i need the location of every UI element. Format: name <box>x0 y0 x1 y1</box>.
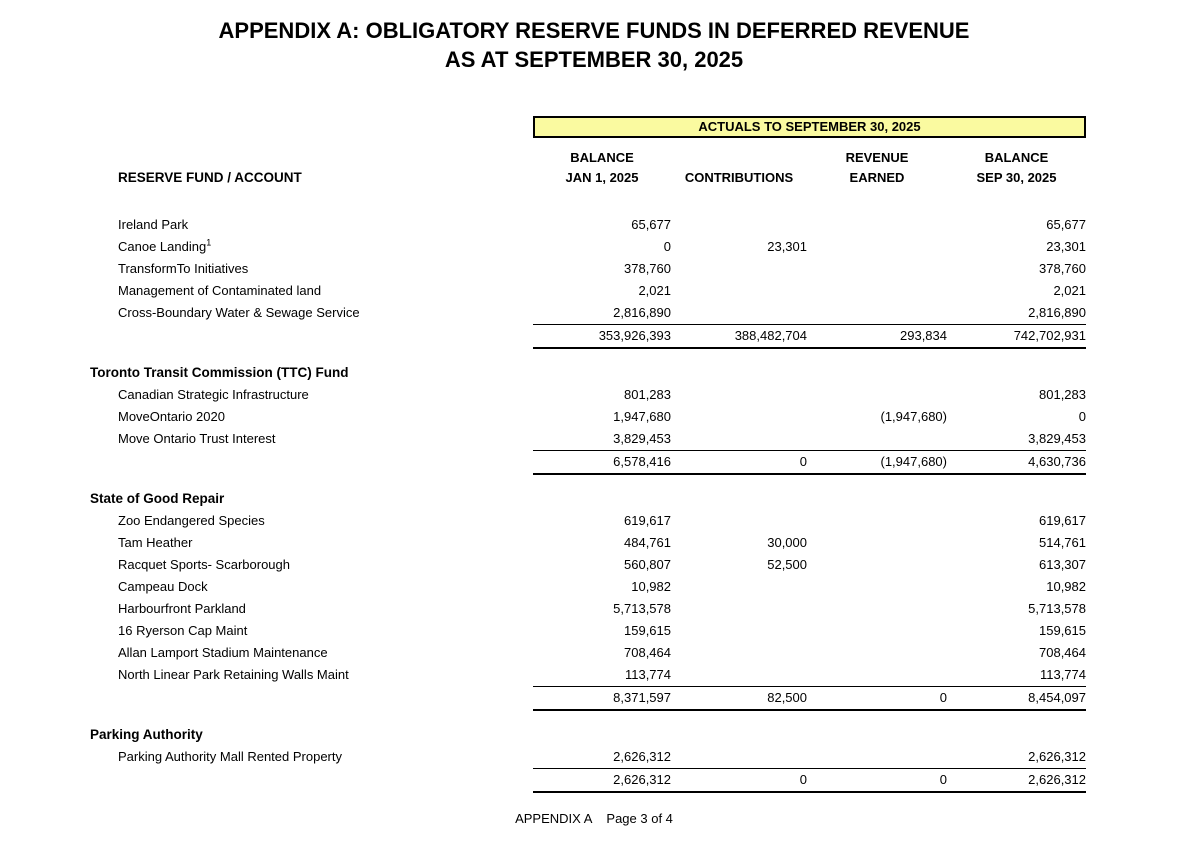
fund-name <box>90 620 533 642</box>
balance-jan-cell: 619,617 <box>624 513 671 528</box>
fund-name <box>90 258 533 280</box>
column-header-balance-sep: BALANCE SEP 30, 2025 <box>976 150 1057 185</box>
table-row <box>90 642 1086 664</box>
balance-jan-cell: 2,816,890 <box>613 305 671 320</box>
page-footer <box>0 808 1188 830</box>
fund-section <box>90 488 1086 708</box>
fund-name <box>90 532 533 554</box>
revenue-earned-cell <box>807 428 947 450</box>
contributions-cell <box>671 598 807 620</box>
fund-section <box>90 362 1086 472</box>
fund-name-text: Tam Heather <box>118 535 193 550</box>
revenue-earned-cell: (1,947,680) <box>880 409 947 424</box>
fund-name-text: Canadian Strategic Infrastructure <box>118 387 309 402</box>
contributions-cell <box>671 620 807 642</box>
balance-jan-cell: 560,807 <box>624 557 671 572</box>
balance-jan-cell: 708,464 <box>624 645 671 660</box>
contributions-cell <box>671 302 807 324</box>
balance-sep-cell: 65,677 <box>1046 217 1086 232</box>
contributions-cell <box>671 280 807 302</box>
fund-name-text: Zoo Endangered Species <box>118 513 265 528</box>
table-row <box>90 406 1086 428</box>
balance-jan-cell: 65,677 <box>631 217 671 232</box>
section-header-label: Toronto Transit Commission (TTC) Fund <box>90 365 349 380</box>
contributions-cell <box>671 258 807 280</box>
table-row <box>90 214 1086 236</box>
fund-name <box>90 214 533 236</box>
balance-jan-cell: 801,283 <box>624 387 671 402</box>
fund-name-text: Move Ontario Trust Interest <box>118 431 276 446</box>
page-title <box>0 0 1188 74</box>
fund-name <box>90 428 533 450</box>
contributions-cell <box>671 214 807 236</box>
balance-jan-cell: 3,829,453 <box>613 431 671 446</box>
balance-jan-cell: 2,021 <box>638 283 671 298</box>
balance-jan-cell: 10,982 <box>631 579 671 594</box>
total-revenue-earned-cell: 293,834 <box>807 324 947 349</box>
fund-name <box>90 642 533 664</box>
page-title-line2: AS AT SEPTEMBER 30, 2025 <box>444 47 744 72</box>
actuals-banner: ACTUALS TO SEPTEMBER 30, 2025 <box>533 116 1086 138</box>
fund-section <box>90 724 1086 790</box>
row-header-label: RESERVE FUND / ACCOUNT <box>118 170 302 185</box>
contributions-cell <box>671 664 807 686</box>
balance-sep-cell: 613,307 <box>1039 557 1086 572</box>
section-header-row <box>90 724 1086 746</box>
balance-jan-cell: 1,947,680 <box>613 409 671 424</box>
revenue-earned-cell <box>807 642 947 664</box>
fund-name <box>90 406 533 428</box>
table-row <box>90 280 1086 302</box>
revenue-earned-cell <box>807 664 947 686</box>
column-header-row <box>90 148 1086 188</box>
contributions-cell <box>671 406 807 428</box>
table-row <box>90 428 1086 450</box>
fund-name-text: Racquet Sports- Scarborough <box>118 557 290 572</box>
fund-section <box>90 214 1086 346</box>
footer-appendix-label: APPENDIX A <box>515 811 593 826</box>
revenue-earned-cell <box>807 384 947 406</box>
total-revenue-earned-cell: 0 <box>807 686 947 711</box>
table-row <box>90 664 1086 686</box>
balance-jan-cell: 484,761 <box>624 535 671 550</box>
total-contributions-cell: 0 <box>671 450 807 475</box>
total-balance-jan-cell: 8,371,597 <box>533 686 671 711</box>
revenue-earned-cell <box>807 598 947 620</box>
fund-name <box>90 554 533 576</box>
column-header-contributions: CONTRIBUTIONS <box>684 170 794 185</box>
fund-name-text: Allan Lamport Stadium Maintenance <box>118 645 328 660</box>
revenue-earned-cell <box>807 554 947 576</box>
total-balance-sep-cell: 2,626,312 <box>947 768 1086 793</box>
fund-name <box>90 302 533 324</box>
table-row <box>90 384 1086 406</box>
total-balance-jan-cell: 353,926,393 <box>533 324 671 349</box>
contributions-cell <box>671 642 807 664</box>
fund-name-text: Ireland Park <box>118 217 189 232</box>
contributions-cell <box>671 510 807 532</box>
fund-name-text: Parking Authority Mall Rented Property <box>118 749 342 764</box>
fund-name <box>90 384 533 406</box>
balance-sep-cell: 2,816,890 <box>1028 305 1086 320</box>
total-contributions-cell: 82,500 <box>671 686 807 711</box>
column-header-balance-jan: BALANCE JAN 1, 2025 <box>565 150 639 185</box>
fund-name-text: Management of Contaminated land <box>118 283 322 298</box>
section-total-row <box>90 768 1086 790</box>
total-balance-jan-cell: 6,578,416 <box>533 450 671 475</box>
total-spacer <box>90 450 533 475</box>
revenue-earned-cell <box>807 302 947 324</box>
balance-jan-cell: 113,774 <box>624 667 671 682</box>
fund-name <box>90 510 533 532</box>
balance-sep-cell: 3,829,453 <box>1028 431 1086 446</box>
section-header-row <box>90 488 1086 510</box>
fund-name-text: MoveOntario 2020 <box>118 409 225 424</box>
balance-sep-cell: 2,626,312 <box>1028 749 1086 764</box>
revenue-earned-cell <box>807 236 947 258</box>
balance-sep-cell: 10,982 <box>1046 579 1086 594</box>
total-balance-sep-cell: 8,454,097 <box>947 686 1086 711</box>
balance-sep-cell: 23,301 <box>1046 239 1086 254</box>
revenue-earned-cell <box>807 576 947 598</box>
balance-jan-cell: 159,615 <box>624 623 671 638</box>
total-revenue-earned-cell: 0 <box>807 768 947 793</box>
revenue-earned-cell <box>807 258 947 280</box>
section-total-row <box>90 686 1086 708</box>
fund-name <box>90 280 533 302</box>
actuals-banner-row <box>90 116 1086 138</box>
revenue-earned-cell <box>807 280 947 302</box>
table-row <box>90 532 1086 554</box>
fund-name <box>90 664 533 686</box>
table-row <box>90 302 1086 324</box>
revenue-earned-cell <box>807 746 947 768</box>
fund-name <box>90 576 533 598</box>
table-row <box>90 510 1086 532</box>
contributions-cell <box>671 746 807 768</box>
table-row <box>90 576 1086 598</box>
balance-sep-cell: 5,713,578 <box>1028 601 1086 616</box>
total-spacer <box>90 324 533 349</box>
total-spacer <box>90 768 533 793</box>
balance-sep-cell: 113,774 <box>1039 667 1086 682</box>
fund-name-text: Campeau Dock <box>118 579 208 594</box>
footer-page-number: Page 3 of 4 <box>606 811 673 826</box>
total-contributions-cell: 388,482,704 <box>671 324 807 349</box>
footnote-marker: 1 <box>206 237 212 248</box>
balance-jan-cell: 0 <box>663 239 671 254</box>
page-title-line1: APPENDIX A: OBLIGATORY RESERVE FUNDS IN DEFERRED REVENUE <box>218 18 970 43</box>
balance-sep-cell: 708,464 <box>1039 645 1086 660</box>
fund-name-text: North Linear Park Retaining Walls Maint <box>118 667 349 682</box>
total-revenue-earned-cell: (1,947,680) <box>807 450 947 475</box>
balance-sep-cell: 0 <box>1078 409 1086 424</box>
balance-jan-cell: 378,760 <box>624 261 671 276</box>
contributions-cell: 23,301 <box>767 239 807 254</box>
total-spacer <box>90 686 533 711</box>
fund-name-text: Harbourfront Parkland <box>118 601 246 616</box>
balance-jan-cell: 2,626,312 <box>613 749 671 764</box>
total-contributions-cell: 0 <box>671 768 807 793</box>
contributions-cell <box>671 576 807 598</box>
balance-sep-cell: 378,760 <box>1039 261 1086 276</box>
contributions-cell: 30,000 <box>767 535 807 550</box>
balance-sep-cell: 514,761 <box>1039 535 1086 550</box>
section-total-row <box>90 324 1086 346</box>
revenue-earned-cell <box>807 620 947 642</box>
revenue-earned-cell <box>807 214 947 236</box>
table-row <box>90 236 1086 258</box>
fund-name-text: Canoe Landing <box>118 239 207 254</box>
fund-name-text: Cross-Boundary Water & Sewage Service <box>118 305 360 320</box>
revenue-earned-cell <box>807 532 947 554</box>
fund-name <box>90 236 533 258</box>
total-balance-sep-cell: 4,630,736 <box>947 450 1086 475</box>
balance-jan-cell: 5,713,578 <box>613 601 671 616</box>
table-body <box>90 214 1086 790</box>
fund-name-text: TransformTo Initiatives <box>118 261 249 276</box>
table-row <box>90 258 1086 280</box>
total-balance-sep-cell: 742,702,931 <box>947 324 1086 349</box>
contributions-cell <box>671 384 807 406</box>
report-table <box>90 116 1086 790</box>
fund-name-text: 16 Ryerson Cap Maint <box>118 623 248 638</box>
table-row <box>90 598 1086 620</box>
contributions-cell <box>671 428 807 450</box>
balance-sep-cell: 159,615 <box>1039 623 1086 638</box>
section-header-label: Parking Authority <box>90 727 203 742</box>
total-balance-jan-cell: 2,626,312 <box>533 768 671 793</box>
section-header-row <box>90 362 1086 384</box>
section-total-row <box>90 450 1086 472</box>
fund-name <box>90 598 533 620</box>
balance-sep-cell: 2,021 <box>1053 283 1086 298</box>
table-row <box>90 620 1086 642</box>
column-header-revenue-earned: REVENUE EARNED <box>845 150 909 185</box>
table-row <box>90 554 1086 576</box>
section-header-label: State of Good Repair <box>90 491 225 506</box>
table-row <box>90 746 1086 768</box>
revenue-earned-cell <box>807 510 947 532</box>
balance-sep-cell: 619,617 <box>1039 513 1086 528</box>
balance-sep-cell: 801,283 <box>1039 387 1086 402</box>
fund-name <box>90 746 533 768</box>
contributions-cell: 52,500 <box>767 557 807 572</box>
